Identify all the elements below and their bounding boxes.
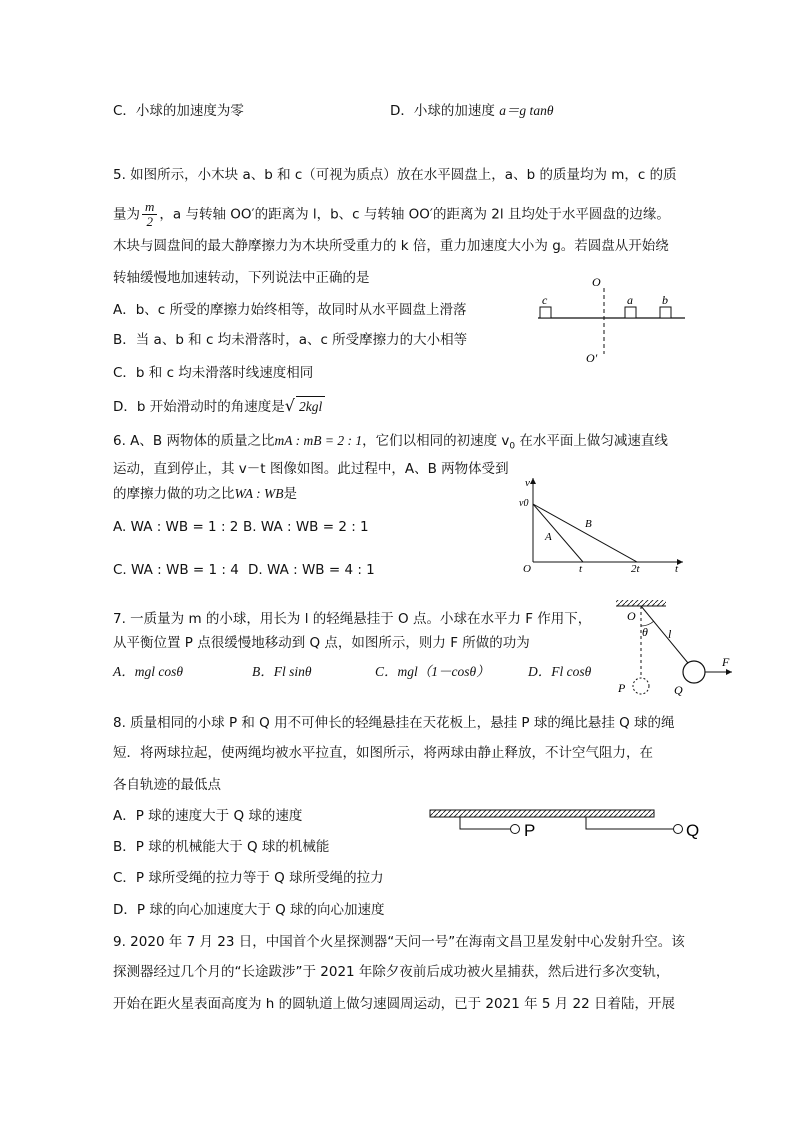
q6-line-A (533, 504, 583, 562)
q5-stem-line3: 木块与圆盘间的最大静摩擦力为木块所受重力的 k 倍，重力加速度大小为 g。若圆盘从开始绕 (113, 238, 669, 254)
q7-option-d: D．Fl cosθ (528, 664, 592, 679)
q4-option-d-formula: a＝g tanθ (499, 103, 554, 118)
q5-stem-line2-a: 量为 (113, 206, 140, 223)
q6-stem-line2: 运动，直到停止，其 v－t 图像如图。此过程中，A、B 两物体受到 (113, 461, 509, 477)
q6-v0-subscript: 0 (509, 441, 516, 452)
q7-stem-line1: 7. 一质量为 m 的小球，用长为 l 的轻绳悬挂于 O 点。小球在水平力 F 作用下， (113, 611, 592, 627)
q8-stem-line3: 各自轨迹的最低点 (113, 777, 221, 793)
q5-option-a: A．b、c 所受的摩擦力始终相等，故同时从水平圆盘上滑落 (113, 302, 467, 318)
q6-label-t: t (579, 563, 583, 575)
q6-label-origin: O (523, 563, 531, 575)
q8-ceiling (430, 810, 654, 817)
q4-option-d-prefix: D．小球的加速度 (390, 103, 500, 119)
q8-pendulums-figure (428, 808, 713, 843)
q6-stem-line1-a: 6. A、B 两物体的质量之比 (113, 433, 275, 449)
q7-label-O: O (627, 609, 636, 623)
q5-label-a: a (627, 293, 633, 307)
q7-label-P: P (618, 681, 626, 695)
q6-option-c: C. WA : WB = 1 : 4 (113, 562, 239, 578)
q6-work-ratio: WA : WB (234, 486, 284, 501)
q5-fraction-denominator: 2 (146, 214, 153, 229)
q8-label-Q: Q (686, 821, 700, 840)
q5-mass-fraction (142, 200, 157, 229)
q5-block-a (625, 307, 636, 318)
q6-label-v0: v0 (519, 498, 529, 509)
q7-rope (641, 606, 688, 663)
q5-label-b: b (662, 293, 668, 307)
q8-option-c: C．P 球所受绳的拉力等于 Q 球所受绳的拉力 (113, 870, 384, 886)
q5-option-d-radicand: 2kgl (296, 396, 325, 417)
q7-option-c: C．mgl（1－cosθ） (375, 664, 490, 679)
q7-ceiling (616, 600, 666, 606)
q7-label-F: F (722, 655, 730, 669)
q8-ball-Q (674, 825, 683, 834)
q7-stem-line2: 从平衡位置 P 点很缓慢地移动到 Q 点，如图所示，则力 F 所做的功为 (113, 635, 530, 651)
q6-label-A: A (545, 531, 552, 543)
q8-label-P: P (524, 821, 536, 840)
q6-mass-ratio: mA : mB = 2 : 1 (274, 433, 363, 448)
q5-stem-line2 (113, 200, 670, 229)
q6-option-a: A. WA : WB = 1 : 2 (113, 519, 239, 535)
q4-option-c: C．小球的加速度为零 (113, 103, 244, 119)
q5-option-b: B．当 a、b 和 c 均未滑落时，a、c 所受摩擦力的大小相等 (113, 332, 468, 348)
q5-block-b (660, 307, 671, 318)
q7-ball-Q (683, 661, 705, 683)
q4-option-d (390, 101, 553, 121)
q6-label-t-axis: t (675, 563, 679, 575)
q6-label-v: v (525, 477, 530, 489)
q5-label-O: O (592, 275, 601, 289)
q7-pendulum-figure (610, 598, 740, 703)
q7-ball-P (633, 678, 649, 694)
q9-stem-line1: 9. 2020 年 7 月 23 日，中国首个火星探测器“天问一号”在海南文昌卫星发射中心发射升空。该 (113, 934, 685, 950)
q6-vt-graph (515, 470, 690, 575)
q6-stem-line3-a: 的摩擦力做的功之比 (113, 486, 235, 502)
q6-label-B: B (585, 518, 592, 530)
q6-stem-line1-c: 在水平面上做匀减速直线 (515, 433, 668, 449)
q6-option-b: B. WA : WB = 2 : 1 (243, 519, 369, 535)
q5-stem-line4: 转轴缓慢地加速转动，下列说法中正确的是 (113, 270, 370, 286)
q7-option-b: B．Fl sinθ (252, 664, 312, 679)
q5-disk-figure (530, 270, 690, 370)
q5-option-c: C．b 和 c 均未滑落时线速度相同 (113, 365, 314, 381)
q8-rope-P (460, 817, 510, 829)
q6-option-d: D. WA : WB = 4 : 1 (248, 562, 375, 578)
q6-stem-line3-b: 是 (283, 486, 298, 502)
q6-label-2t: 2t (631, 563, 640, 575)
q8-ball-P (511, 825, 520, 834)
q6-stem-line3 (113, 484, 297, 504)
q8-option-d: D．P 球的向心加速度大于 Q 球的向心加速度 (113, 902, 385, 918)
q8-stem-line1: 8. 质量相同的小球 P 和 Q 用不可伸长的轻绳悬挂在天花板上，悬挂 P 球的绳比悬挂 Q 球的绳 (113, 715, 675, 731)
q5-option-d (113, 396, 325, 417)
q7-label-theta: θ (642, 625, 648, 639)
q9-stem-line2: 探测器经过几个月的“长途跋涉”于 2021 年除夕夜前后成功被火星捕获，然后进行多次变轨， (113, 964, 670, 980)
q8-option-a: A．P 球的速度大于 Q 球的速度 (113, 808, 303, 824)
q5-stem-line1: 5. 如图所示，小木块 a、b 和 c（可视为质点）放在水平圆盘上，a、b 的质量均为 m，c 的质 (113, 167, 677, 183)
q5-stem-line2-b: ，a 与转轴 OO′的距离为 l，b、c 与转轴 OO′的距离为 2l 且均处于水平圆盘的边缘。 (159, 206, 670, 223)
q7-label-Q: Q (674, 683, 683, 697)
q5-option-d-prefix: D．b 开始滑动时的角速度是 (113, 399, 285, 415)
q9-stem-line3: 开始在距火星表面高度为 h 的圆轨道上做匀速圆周运动，已于 2021 年 5 月 22 日着陆，开展 (113, 996, 676, 1012)
q8-option-b: B．P 球的机械能大于 Q 球的机械能 (113, 839, 330, 855)
q7-option-a: A．mgl cosθ (113, 664, 183, 679)
q8-rope-Q (586, 817, 673, 829)
q6-stem-line1-b: ，它们以相同的初速度 v (362, 433, 510, 449)
q5-fraction-numerator: m (142, 200, 157, 215)
radical-sign-icon: √ (284, 396, 295, 415)
q8-stem-line2: 短．将两球拉起，使两绳均被水平拉直，如图所示，将两球由静止释放，不计空气阻力，在 (113, 745, 653, 761)
q5-label-c: c (542, 293, 548, 307)
q5-label-O-prime: O′ (586, 351, 598, 365)
q5-block-c (540, 307, 551, 318)
q6-stem-line1 (113, 431, 668, 457)
q7-label-l: l (668, 627, 672, 641)
